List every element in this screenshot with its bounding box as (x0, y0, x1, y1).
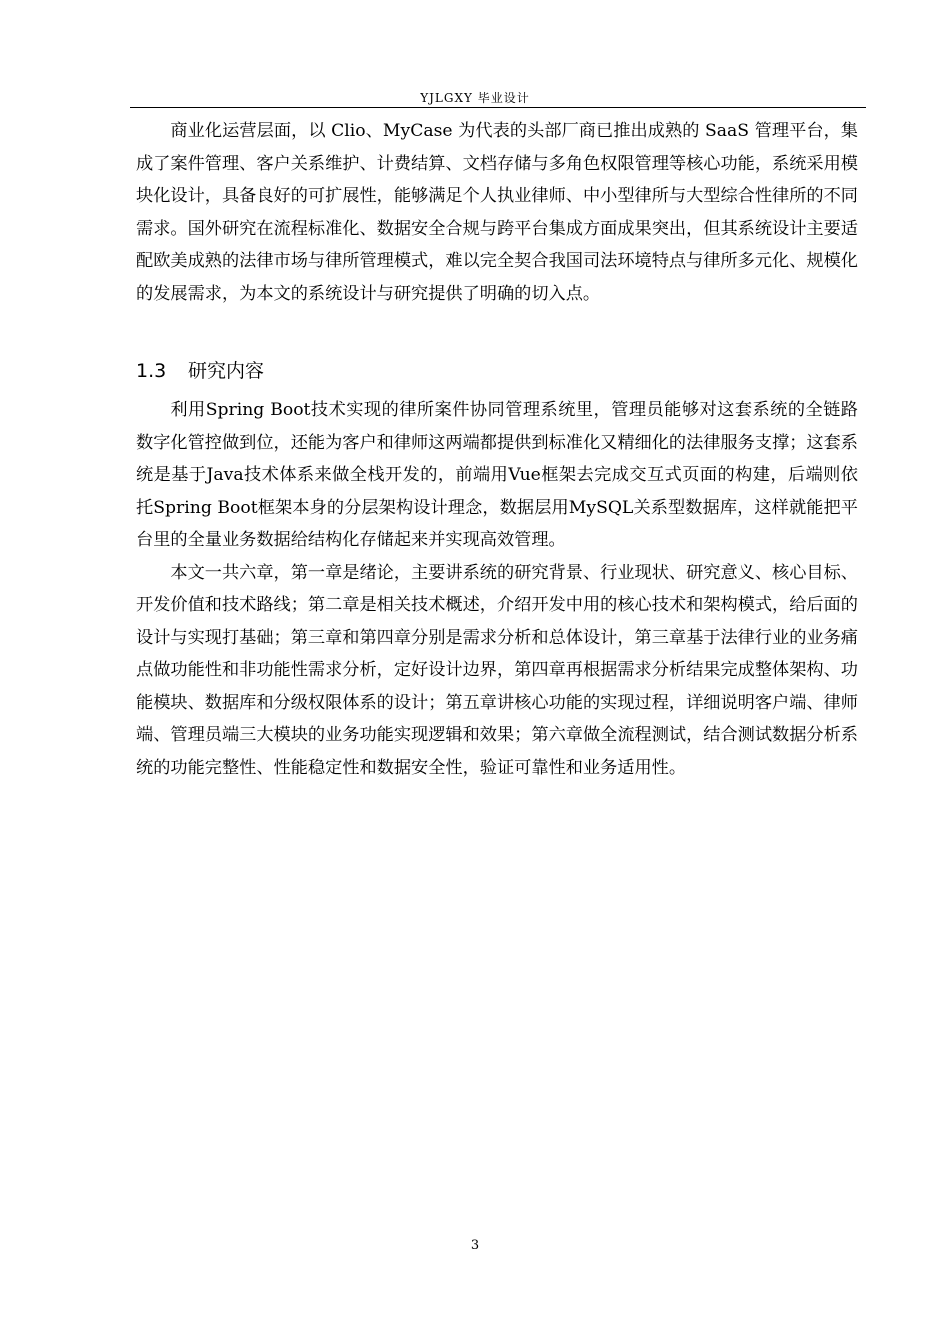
page-body (136, 115, 858, 784)
section-number: 1.3 (136, 360, 167, 382)
section-title: 研究内容 (188, 360, 265, 382)
header-divider (130, 107, 866, 108)
body-paragraph: 商业化运营层面，以 Clio、MyCase 为代表的头部厂商已推出成熟的 SaaS 管理平台，集成了案件管理、客户关系维护、计费结算、文档存储与多角色权限管理等核心功能，系统采用模块化设计，具备良好的可扩展性，能够满足个人执业律师、中小型律所与大型综合性律所的不同需求。国外研究在流程标准化、数据安全合规与跨平台集成方面成果突出，但其系统设计主要适配欧美成熟的法律市场与律所管理模式，难以完全契合我国司法环境特点与律所多元化、规模化的发展需求，为本文的系统设计与研究提供了明确的切入点。 (136, 121, 858, 304)
page-number: 3 (470, 1238, 480, 1253)
page-header-title: YJLGXY 毕业设计 (420, 91, 530, 105)
body-paragraph: 利用Spring Boot技术实现的律所案件协同管理系统里，管理员能够对这套系统的全链路数字化管控做到位，还能为客户和律师这两端都提供到标准化又精细化的法律服务支撑；这套系统是基于Java技术体系来做全栈开发的，前端用Vue框架去完成交互式页面的构建，后端则依托Spring Boot框架本身的分层架构设计理念，数据层用MySQL关系型数据库，这样就能把平台里的全量业务数据给结构化存储起来并实现高效管理。 (136, 400, 858, 550)
body-paragraph: 本文一共六章，第一章是绪论，主要讲系统的研究背景、行业现状、研究意义、核心目标、开发价值和技术路线；第二章是相关技术概述，介绍开发中用的核心技术和架构模式，给后面的设计与实现打基础；第三章和第四章分别是需求分析和总体设计，第三章基于法律行业的业务痛点做功能性和非功能性需求分析，定好设计边界，第四章再根据需求分析结果完成整体架构、功能模块、数据库和分级权限体系的设计；第五章讲核心功能的实现过程，详细说明客户端、律师端、管理员端三大模块的业务功能实现逻辑和效果；第六章做全流程测试，结合测试数据分析系统的功能完整性、性能稳定性和数据安全性，验证可靠性和业务适用性。 (136, 562, 858, 778)
section-heading (136, 358, 858, 384)
